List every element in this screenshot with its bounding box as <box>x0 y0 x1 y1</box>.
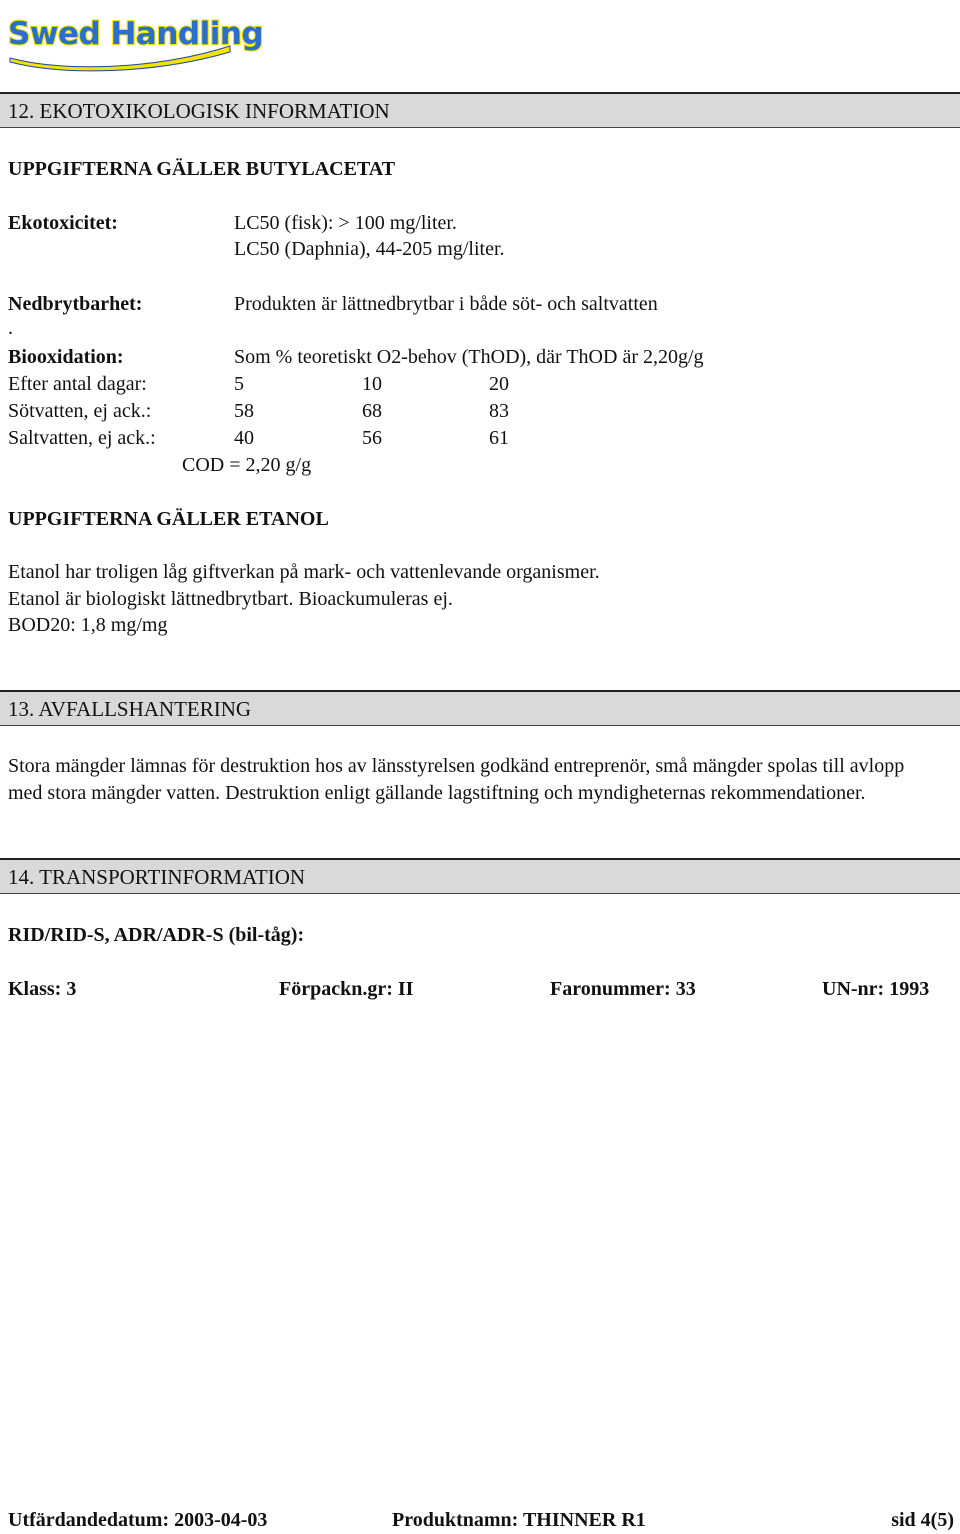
bio-value: Som % teoretiskt O2-behov (ThOD), där ThOD är 2,20g/g <box>234 346 704 368</box>
row-value: 56 <box>362 427 382 449</box>
etanol-line1: Etanol har troligen låg giftverkan på mark- och vattenlevande organismer. <box>8 561 600 583</box>
cod-value: COD = 2,20 g/g <box>182 454 312 476</box>
bio-label: Biooxidation: <box>8 346 124 368</box>
transport-subheading: RID/RID-S, ADR/ADR-S (bil-tåg): <box>8 924 305 946</box>
row-value: 58 <box>234 400 254 422</box>
ekotox-label: Ekotoxicitet: <box>8 212 118 234</box>
swed-handling-logo <box>4 2 264 68</box>
footer-date: Utfärdandedatum: 2003-04-03 <box>8 1509 268 1531</box>
section-13-header <box>0 690 960 726</box>
row-label: Efter antal dagar: <box>8 373 147 395</box>
un-nummer: UN-nr: 1993 <box>822 978 930 1000</box>
avfall-text: Stora mängder lämnas för destruktion hos av länsstyrelsen godkänd entreprenör, små mängder spolas till avlopp med stora mängder vatten. Destruktion enligt gällande lagstiftning och myndigheternas rekommendationer. <box>8 755 905 804</box>
row-label: Sötvatten, ej ack.: <box>8 400 152 422</box>
row-label: Saltvatten, ej ack.: <box>8 427 156 449</box>
ekotox-line1: LC50 (fisk): > 100 mg/liter. <box>234 212 457 234</box>
stray-dot: . <box>8 317 13 339</box>
nedbryt-label: Nedbrytbarhet: <box>8 293 143 315</box>
footer-page-number: sid 4(5) <box>891 1509 954 1531</box>
row-value: 20 <box>489 373 509 395</box>
row-value: 61 <box>489 427 509 449</box>
section-13-title: 13. AVFALLSHANTERING <box>8 697 252 721</box>
section-12-header <box>0 92 960 128</box>
row-value: 5 <box>234 373 244 395</box>
row-value: 68 <box>362 400 382 422</box>
faronummer: Faronummer: 33 <box>550 978 696 1000</box>
row-value: 10 <box>362 373 382 395</box>
footer-product: Produktnamn: THINNER R1 <box>392 1509 646 1531</box>
row-value: 40 <box>234 427 254 449</box>
section-14-header <box>0 858 960 894</box>
logo-text: Swed Handling <box>8 16 264 52</box>
etanol-line2: Etanol är biologiskt lättnedbrytbart. Bioackumuleras ej. <box>8 588 453 610</box>
klass: Klass: 3 <box>8 978 77 1000</box>
forpackningsgrupp: Förpackn.gr: II <box>279 978 414 1000</box>
nedbryt-value: Produkten är lättnedbrytbar i både söt- och saltvatten <box>234 293 658 315</box>
ekotox-line2: LC50 (Daphnia), 44-205 mg/liter. <box>234 238 505 260</box>
section-12-title: 12. EKOTOXIKOLOGISK INFORMATION <box>8 99 390 123</box>
row-value: 83 <box>489 400 509 422</box>
section-14-title: 14. TRANSPORTINFORMATION <box>8 865 306 889</box>
etanol-subheading: UPPGIFTERNA GÄLLER ETANOL <box>8 508 329 530</box>
butylacetat-subheading: UPPGIFTERNA GÄLLER BUTYLACETAT <box>8 158 396 180</box>
etanol-line3: BOD20: 1,8 mg/mg <box>8 614 168 636</box>
